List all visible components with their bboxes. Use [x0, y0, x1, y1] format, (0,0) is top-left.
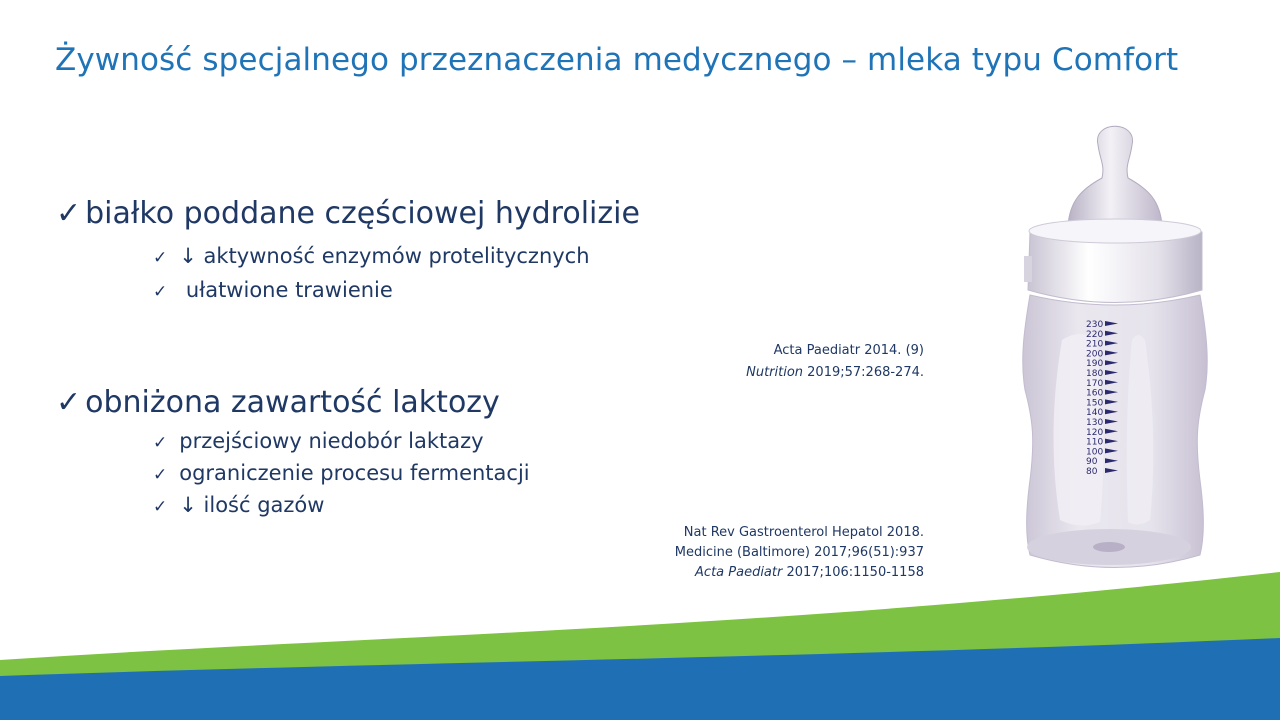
check-icon: ✓: [153, 465, 168, 485]
scale-label: 170: [1086, 378, 1104, 389]
baby-bottle-image: [1000, 110, 1230, 580]
reference-line: [746, 365, 924, 380]
section2-item: [153, 461, 530, 485]
scale-label: 110: [1086, 437, 1104, 448]
scale-label: 120: [1086, 427, 1104, 438]
cap-top: [1029, 219, 1201, 243]
section1-item-text: ułatwione trawienie: [179, 278, 393, 302]
check-icon: ✓: [153, 248, 168, 268]
reference-journal: Nutrition: [746, 365, 804, 380]
slide-title: Żywność specjalnego przeznaczenia medycznego – mleka typu Comfort: [55, 42, 1179, 78]
check-icon: ✓: [153, 282, 168, 302]
section1-heading: białko poddane częściowej hydrolizie: [85, 196, 640, 231]
nipple-shape: [1068, 126, 1162, 225]
section2-item: [153, 493, 324, 517]
section-lactose-protein-heading: [56, 196, 640, 231]
decorative-wave: [0, 560, 1280, 720]
check-icon: ✓: [56, 385, 82, 420]
reference-details: 2017;106:1150-1158: [782, 565, 924, 580]
scale-label: 130: [1086, 418, 1104, 428]
scale-label: 150: [1086, 398, 1104, 409]
scale-label: 200: [1086, 349, 1104, 360]
section2-item-text: przejściowy niedobór laktazy: [179, 429, 484, 453]
reference-line: Medicine (Baltimore) 2017;96(51):937: [674, 545, 924, 560]
scale-label: 190: [1086, 359, 1104, 370]
section1-item: [153, 278, 393, 302]
scale-label: 100: [1086, 447, 1104, 458]
section2-item-text: ograniczenie procesu fermentacji: [179, 461, 530, 485]
check-icon: ✓: [56, 196, 82, 231]
scale-label: 140: [1086, 408, 1104, 419]
cap-notch: [1024, 256, 1032, 282]
scale-label: 80: [1086, 467, 1098, 477]
section1-item-text: ↓ aktywność enzymów protelitycznych: [179, 244, 590, 268]
scale-label: 160: [1086, 388, 1104, 399]
scale-label: 210: [1086, 339, 1104, 350]
reference-journal: Acta Paediatr: [695, 565, 783, 580]
scale-label: 220: [1086, 329, 1104, 340]
scale-label: 230: [1086, 320, 1104, 330]
scale-label: 180: [1086, 369, 1104, 379]
section1-item: [153, 244, 590, 268]
reference-details: 2019;57:268-274.: [803, 365, 924, 380]
reference-line: Acta Paediatr 2014. (9): [773, 343, 924, 358]
scale-label: 90: [1086, 457, 1098, 468]
reference-line: Nat Rev Gastroenterol Hepatol 2018.: [683, 525, 924, 540]
bottle-base-dot: [1093, 542, 1125, 552]
section2-heading-row: [56, 385, 500, 420]
check-icon: ✓: [153, 497, 168, 517]
section2-heading: obniżona zawartość laktozy: [85, 385, 500, 420]
section2-item: [153, 429, 484, 453]
section2-item-text: ↓ ilość gazów: [179, 493, 325, 517]
check-icon: ✓: [153, 433, 168, 453]
